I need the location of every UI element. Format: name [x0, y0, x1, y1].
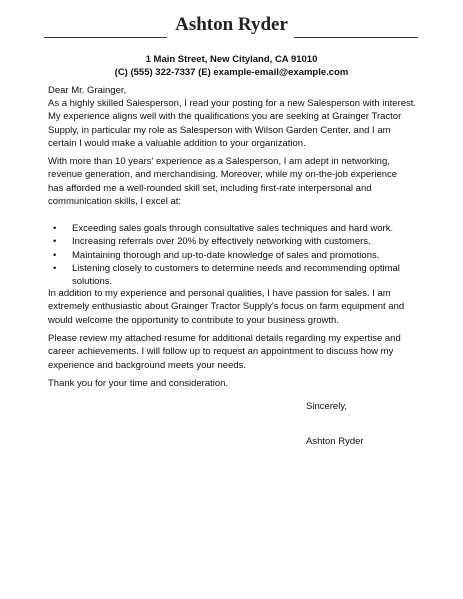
bullet-icon: • [53, 236, 57, 248]
paragraph-4-line: experience and background meets your needs. [48, 359, 247, 371]
paragraph-4-line: career achievements. I will follow up to request an appointment to discuss how my [48, 346, 394, 358]
paragraph-2 [48, 155, 428, 208]
paragraph-2-line: communication skills, I excel at: [48, 195, 182, 207]
sender-address: 1 Main Street, New Cityland, CA 91010 [145, 54, 318, 65]
salutation-text: Dear Mr. Grainger, [48, 85, 127, 96]
list-item [48, 222, 400, 235]
bullet-icon: • [53, 223, 57, 234]
sender-contact: (C) (555) 322-7337 (E) example-email@example.com [114, 67, 349, 78]
paragraph-1-line: Supply, in particular my role as Salesperson with Wilson Garden Center, and I am [48, 124, 391, 136]
paragraph-3-line: would welcome the opportunity to contribute to your business growth. [48, 314, 339, 326]
paragraph-5-line: Thank you for your time and consideration. [48, 378, 229, 389]
paragraph-1-line: My experience aligns well with the qualifications you are seeking at Grainger Tractor [48, 111, 402, 123]
skills-list [48, 222, 400, 288]
header-rule-right [294, 37, 418, 38]
list-item [48, 249, 400, 262]
signature-name: Ashton Ryder [306, 436, 364, 447]
list-item-text: Maintaining thorough and up-to-date knowledge of sales and promotions. [72, 249, 380, 261]
bullet-icon: • [53, 262, 57, 274]
list-item-text: Listening closely to customers to determine needs and recommending optimal [72, 262, 400, 274]
paragraph-3 [48, 287, 428, 327]
list-item [48, 262, 400, 289]
paragraph-4-line: Please review my attached resume for additional details regarding my expertise and [48, 333, 401, 344]
salutation [48, 84, 428, 97]
list-item-text-continued: solutions. [72, 276, 113, 288]
paragraph-2-line: With more than 10 years' experience as a Salesperson, I am adept in networking, [48, 156, 390, 167]
paragraph-1-line: As a highly skilled Salesperson, I read your posting for a new Salesperson with interest. [48, 98, 417, 109]
sender-name: Ashton Ryder [175, 14, 288, 35]
paragraph-5 [48, 377, 428, 390]
list-item-text: Increasing referrals over 20% by effectively networking with customers. [72, 236, 371, 248]
paragraph-3-line: extremely enthusiastic about Grainger Tractor Supply's focus on farm equipment and [48, 301, 405, 313]
list-item [48, 235, 400, 248]
paragraph-4 [48, 332, 428, 372]
bullet-icon: • [53, 249, 57, 261]
paragraph-1 [48, 97, 428, 150]
header-rule-left [44, 37, 167, 38]
paragraph-3-line: In addition to my experience and personal qualities, I have passion for sales. I am [48, 288, 391, 299]
list-item-text: Exceeding sales goals through consultative sales techniques and hard work. [72, 223, 394, 234]
paragraph-2-line: revenue generation, and merchandising. Moreover, while my on-the-job experience [48, 169, 398, 181]
paragraph-1-line: certain I would make a valuable addition to your organization. [48, 137, 306, 149]
closing: Sincerely, [306, 401, 348, 412]
paragraph-2-line: has afforded me a well-rounded skill set, including first-rate interpersonal and [48, 182, 372, 194]
